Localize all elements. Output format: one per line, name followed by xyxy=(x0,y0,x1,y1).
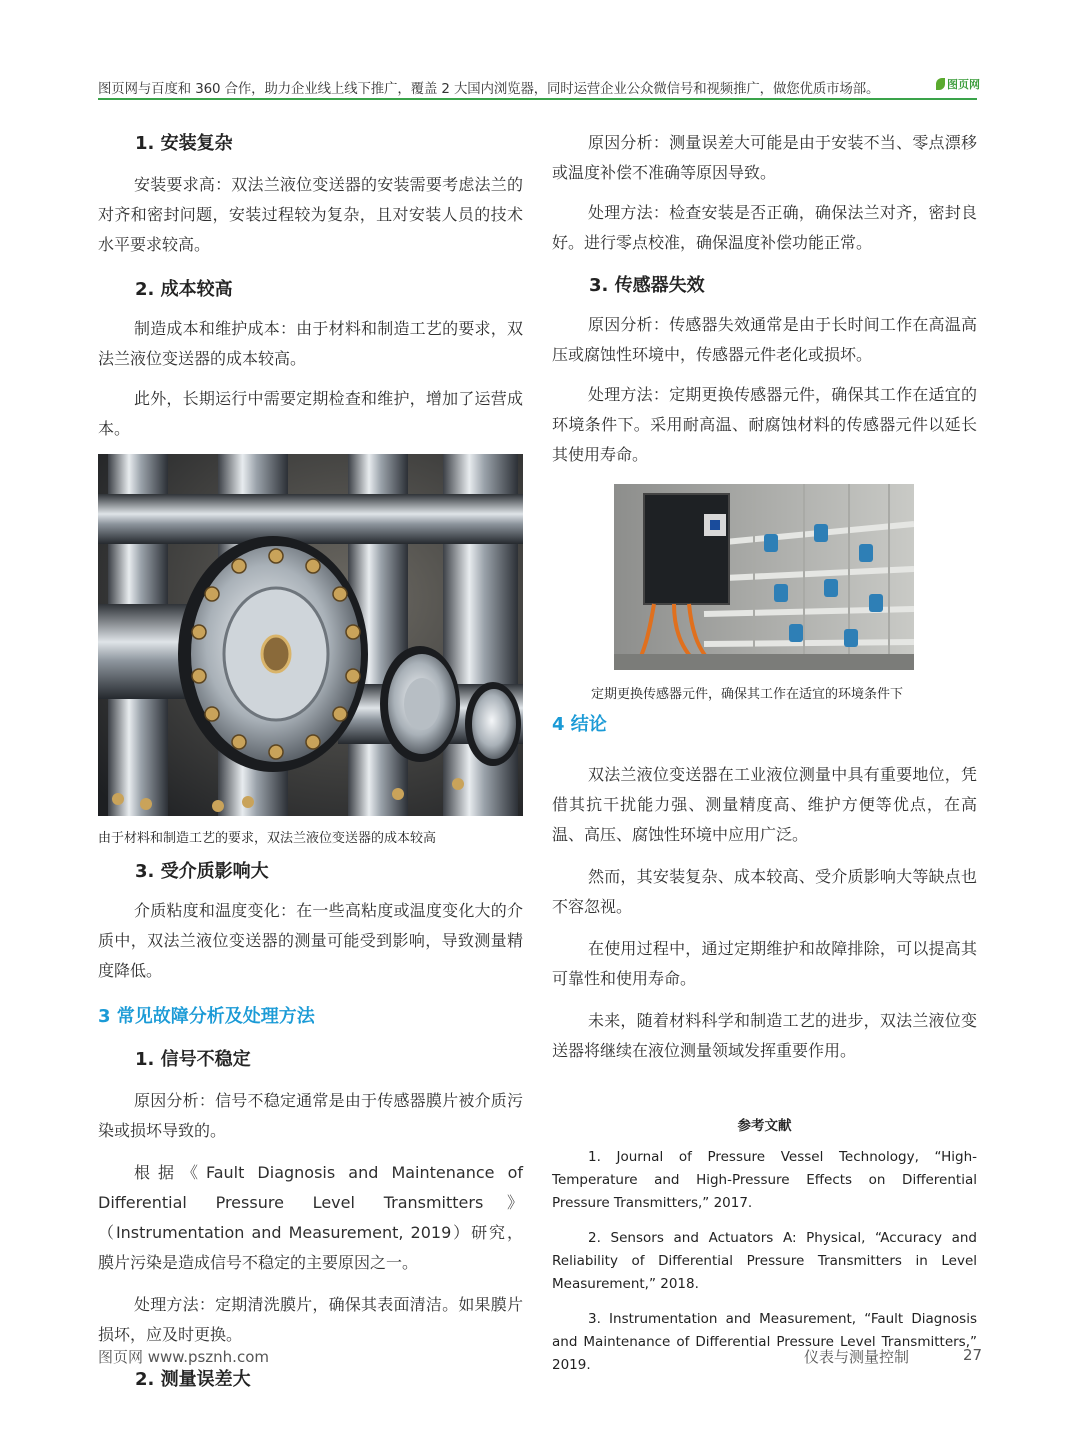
heading-measurement-error: 2. 测量误差大 xyxy=(135,1369,251,1390)
paragraph: 原因分析：测量误差大可能是由于安装不当、零点漂移或温度补偿不准确等原因导致。 xyxy=(552,133,977,182)
paragraph: 在使用过程中，通过定期维护和故障排除，可以提高其可靠性和使用寿命。 xyxy=(552,939,977,988)
reference-item: 3. Instrumentation and Measurement, “Fault Diagnosis and Maintenance of Differential Pressure Level Transmitters,” 2019. xyxy=(552,1311,977,1373)
leaf-icon xyxy=(936,78,945,90)
paragraph: 然而，其安装复杂、成本较高、受介质影响大等缺点也不容忽视。 xyxy=(552,867,977,916)
references-title: 参考文献 xyxy=(737,1118,792,1134)
section-title-conclusion: 4 结论 xyxy=(552,714,607,735)
site-logo xyxy=(936,76,980,92)
reference-item: 1. Journal of Pressure Vessel Technology, “High-Temperature and High-Pressure Effects on Differential Pressure Transmitters,” 2017. xyxy=(552,1149,977,1211)
paragraph: 处理方法：定期更换传感器元件，确保其工作在适宜的环境条件下。采用耐高温、耐腐蚀材料的传感器元件以延长其使用寿命。 xyxy=(552,385,977,464)
heading-cost-high: 2. 成本较高 xyxy=(135,279,233,300)
heading-medium-influence: 3. 受介质影响大 xyxy=(135,861,269,882)
paragraph: 未来，随着材料科学和制造工艺的进步，双法兰液位变送器将继续在液位测量领域发挥重要作用。 xyxy=(552,1011,977,1060)
reference-item: 2. Sensors and Actuators A: Physical, “Accuracy and Reliability of Differential Pressure Transmitters in Level Measurement,” 2018. xyxy=(552,1230,977,1292)
figure-caption: 由于材料和制造工艺的要求，双法兰液位变送器的成本较高 xyxy=(98,831,437,846)
paragraph: 原因分析：信号不稳定通常是由于传感器膜片被介质污染或损坏导致的。 xyxy=(98,1091,523,1140)
right-column xyxy=(552,128,977,1377)
figure-caption: 定期更换传感器元件，确保其工作在适宜的环境条件下 xyxy=(591,687,904,702)
paragraph: 根据《Fault Diagnosis and Maintenance of Differential Pressure Level Transmitters》（Instrumentation and Measurement, 2019）研究，膜片污染是造成信号不稳定的主要原因之一。 xyxy=(98,1163,523,1272)
paragraph: 介质粘度和温度变化：在一些高粘度或温度变化大的介质中，双法兰液位变送器的测量可能受到影响，导致测量精度降低。 xyxy=(98,901,523,980)
paragraph: 原因分析：传感器失效通常是由于长时间工作在高温高压或腐蚀性环境中，传感器元件老化或损坏。 xyxy=(552,315,977,364)
page-number: 27 xyxy=(963,1346,983,1364)
paragraph: 安装要求高：双法兰液位变送器的安装需要考虑法兰的对齐和密封问题，安装过程较为复杂，且对安装人员的技术水平要求较高。 xyxy=(98,175,523,254)
heading-install-complex: 1. 安装复杂 xyxy=(135,133,233,154)
paragraph: 处理方法：定期清洗膜片，确保其表面清洁。如果膜片损坏，应及时更换。 xyxy=(98,1295,523,1344)
paragraph: 制造成本和维护成本：由于材料和制造工艺的要求，双法兰液位变送器的成本较高。 xyxy=(98,319,523,368)
paragraph: 处理方法：检查安装是否正确，确保法兰对齐，密封良好。进行零点校准，确保温度补偿功能正常。 xyxy=(552,203,977,252)
left-column xyxy=(98,128,523,1396)
header-divider xyxy=(98,98,977,100)
flange-pipes-photo xyxy=(98,454,523,816)
paragraph: 此外，长期运行中需要定期检查和维护，增加了运营成本。 xyxy=(98,389,523,438)
transmitter-panel-photo xyxy=(614,484,914,670)
heading-sensor-failure: 3. 传感器失效 xyxy=(589,275,705,296)
section-title-faults: 3 常见故障分析及处理方法 xyxy=(98,1006,315,1027)
footer-journal-name: 仪表与测量控制 xyxy=(804,1348,910,1366)
transmitter-illustration xyxy=(614,484,914,670)
footer-site: 图页网 www.psznh.com xyxy=(98,1348,269,1366)
paragraph: 双法兰液位变送器在工业液位测量中具有重要地位，凭借其抗干扰能力强、测量精度高、维护方便等优点，在高温、高压、腐蚀性环境中应用广泛。 xyxy=(552,765,977,844)
heading-signal-unstable: 1. 信号不稳定 xyxy=(135,1049,251,1070)
flange-illustration xyxy=(98,454,523,816)
header-banner-text: 图页网与百度和 360 合作，助力企业线上线下推广，覆盖 2 大国内浏览器，同时运营企业公众微信号和视频推广，做您优质市场部。 xyxy=(98,82,880,97)
logo-label: 图页网 xyxy=(947,78,980,91)
